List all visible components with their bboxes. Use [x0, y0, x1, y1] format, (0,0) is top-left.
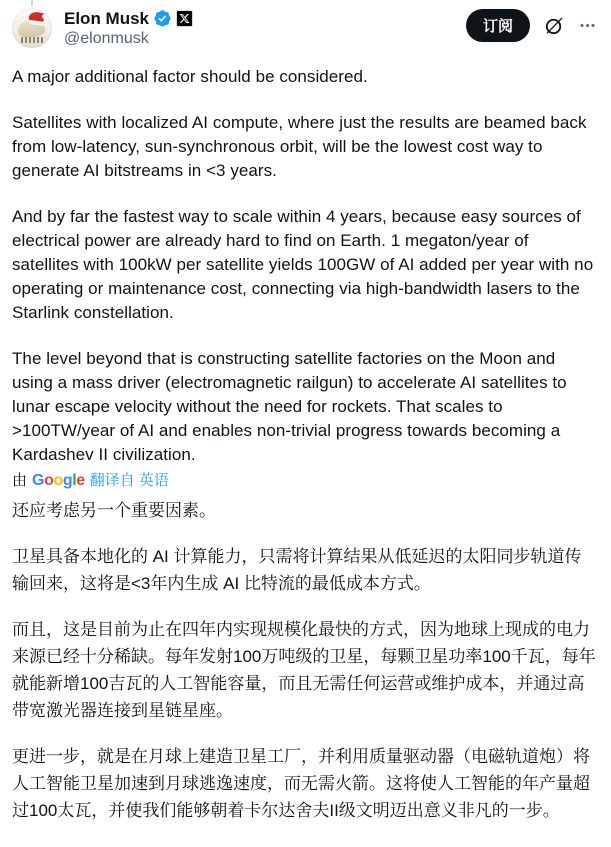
- tweet-header: [0, 0, 611, 49]
- avatar[interactable]: [12, 8, 52, 48]
- x-affiliate-badge-icon[interactable]: [176, 10, 193, 27]
- avatar-santa-hat-pompom: [42, 14, 47, 19]
- google-logo: [32, 471, 85, 491]
- author-identity: [64, 8, 193, 49]
- google-letter: g: [62, 472, 73, 489]
- display-name[interactable]: Elon Musk: [64, 8, 150, 28]
- translated-from-link[interactable]: 翻译自 英语: [89, 472, 169, 489]
- verified-badge-icon: [153, 9, 172, 28]
- thread-connector-line: [31, 0, 33, 6]
- tweet-paragraph-zh-4: 更进一步，就是在月球上建造卫星工厂，并利用质量驱动器（电磁轨道炮）将人工智能卫星加速到月球逃逸速度，而无需火箭。这将使人工智能的年产量超过100太瓦，并使我们能够朝着卡尔达舍夫II级文明迈出意义非凡的一步。: [12, 747, 590, 820]
- header-controls: [466, 8, 597, 42]
- google-letter: o: [44, 472, 54, 489]
- tweet-body: [0, 65, 611, 824]
- more-options-button[interactable]: [578, 16, 597, 35]
- user-handle[interactable]: @elonmusk: [64, 30, 149, 47]
- tweet-paragraph-en-1: A major additional factor should be considered.: [12, 67, 368, 86]
- author-name-row: [64, 8, 193, 29]
- google-letter: G: [32, 472, 45, 489]
- tweet-paragraph-zh-3: 而且，这是目前为止在四年内实现规模化最快的方式，因为地球上现成的电力来源已经十分稀缺。每年发射100万吨级的卫星，每颗卫星功率100千瓦，每年就能新增100吉瓦的人工智能容量，而且无需任何运营或维护成本，并通过高带宽激光器连接到星链星座。: [12, 620, 596, 720]
- tweet-paragraph-en-2: Satellites with localized AI compute, where just the results are beamed back from low-latency, sun-synchronous orbit, will be the lowest cost way to generate AI bitstreams in <3 years.: [12, 113, 587, 180]
- google-letter: e: [76, 472, 85, 489]
- tweet-paragraph-zh-1: 还应考虑另一个重要因素。: [12, 501, 216, 520]
- google-letter: l: [72, 472, 77, 489]
- tweet-paragraph-en-3: And by far the fastest way to scale within 4 years, because easy sources of electrical power are already hard to find on Earth. 1 megaton/year of satellites with 100kW per satellite yields 100GW of AI added per year with no operating or maintenance cost, connecting via high-bandwidth lasers to the Starlink constellation.: [12, 207, 594, 322]
- avatar-caption-texture: [21, 37, 43, 43]
- attribution-prefix: 由: [12, 472, 28, 489]
- tweet-paragraph-zh-2: 卫星具备本地化的 AI 计算能力，只需将计算结果从低延迟的太阳同步轨道传输回来，这将是<3年内生成 AI 比特流的最低成本方式。: [12, 547, 582, 593]
- translation-attribution: [12, 471, 597, 491]
- subscribe-button[interactable]: 订阅: [466, 9, 530, 42]
- google-letter: o: [53, 472, 63, 489]
- grok-icon[interactable]: [543, 15, 565, 37]
- tweet-paragraph-en-4: The level beyond that is constructing satellite factories on the Moon and using a mass driver (electromagnetic railgun) to accelerate AI satellites to lunar escape velocity without the need for rockets. That scales to >100TW/year of AI and enables non-trivial progress towards becoming a Kardashev II civilization.: [12, 349, 567, 464]
